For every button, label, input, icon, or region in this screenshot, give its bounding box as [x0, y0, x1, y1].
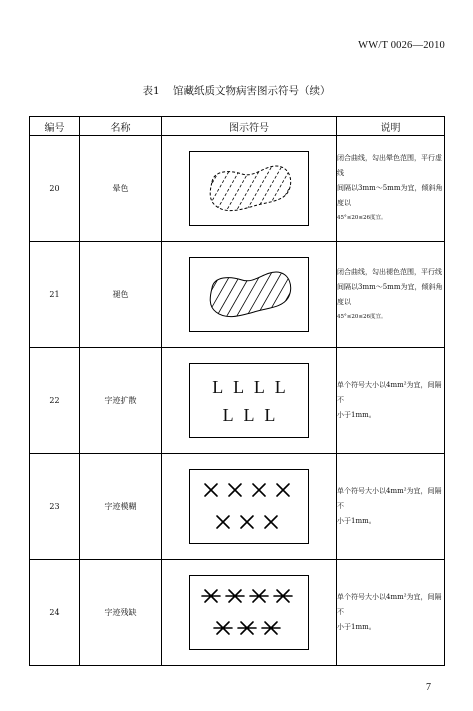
row-description [337, 242, 445, 348]
desc-line: 单个符号大小以4mm²为宜，间隔不 [337, 593, 442, 616]
symbol-letter: L [264, 405, 276, 425]
x-mark-grid-icon [189, 469, 309, 544]
solid-hatch-blob-icon [189, 257, 309, 332]
desc-line: 小于1mm。 [337, 623, 376, 631]
desc-line: 45°≤20≤26度宜。 [337, 215, 387, 221]
row-description [337, 454, 445, 560]
desc-line: 间隔以3mm～5mm为宜，倾斜角度以 [337, 184, 443, 207]
desc-line: 闭合曲线，勾出晕色范围，平行虚线 [337, 154, 442, 177]
col-header-name: 名称 [80, 117, 162, 136]
row-name: 褪色 [80, 242, 162, 348]
table-caption-text: 馆藏纸质文物病害图示符号（续） [173, 85, 331, 97]
table-caption-number: 表1 [142, 85, 160, 97]
letter-l-grid-icon [189, 363, 309, 438]
row-description [337, 560, 445, 666]
crossed-x-mark-grid-icon [189, 575, 309, 650]
row-description [337, 348, 445, 454]
row-name: 字迹残缺 [80, 560, 162, 666]
row-number: 23 [30, 454, 80, 560]
row-name: 字迹扩散 [80, 348, 162, 454]
symbol-letter: L [253, 377, 265, 397]
symbol-letter: L [212, 377, 223, 397]
symbol-letter: L [274, 377, 286, 397]
row-number: 22 [30, 348, 80, 454]
desc-line: 单个符号大小以4mm²为宜，间隔不 [337, 381, 442, 404]
row-symbol [162, 242, 337, 348]
desc-line: 单个符号大小以4mm²为宜，间隔不 [337, 487, 442, 510]
standard-code: WW/T 0026—2010 [358, 40, 445, 51]
desc-line: 45°≤20≤26度宜。 [337, 313, 387, 320]
table-row [30, 454, 445, 560]
desc-line: 闭合曲线，勾出褪色范围，平行线 [337, 267, 442, 276]
row-symbol [162, 348, 337, 454]
row-number: 24 [30, 560, 80, 666]
page-number: 7 [426, 682, 431, 693]
col-header-symbol: 图示符号 [162, 117, 337, 136]
row-name: 晕色 [80, 136, 162, 242]
symbol-letter: L [243, 405, 254, 425]
row-name: 字迹模糊 [80, 454, 162, 560]
table-caption [0, 83, 473, 98]
disease-symbol-table [29, 116, 445, 666]
row-number: 21 [30, 242, 80, 348]
dashed-hatch-blob-icon [189, 151, 309, 226]
table-header-row [30, 117, 445, 136]
col-header-number: 编号 [30, 117, 80, 136]
table-row [30, 136, 445, 242]
desc-line: 间隔以3mm～5mm为宜，倾斜角度以 [337, 282, 443, 306]
desc-line: 小于1mm。 [337, 517, 376, 525]
table-row [30, 348, 445, 454]
desc-line: 小于1mm。 [337, 411, 376, 419]
row-symbol [162, 560, 337, 666]
row-description [337, 136, 445, 242]
row-number: 20 [30, 136, 80, 242]
row-symbol [162, 454, 337, 560]
symbol-letter: L [222, 405, 233, 425]
table-row [30, 560, 445, 666]
symbol-letter: L [233, 377, 244, 397]
row-symbol [162, 136, 337, 242]
col-header-description: 说明 [337, 117, 445, 136]
table-row [30, 242, 445, 348]
